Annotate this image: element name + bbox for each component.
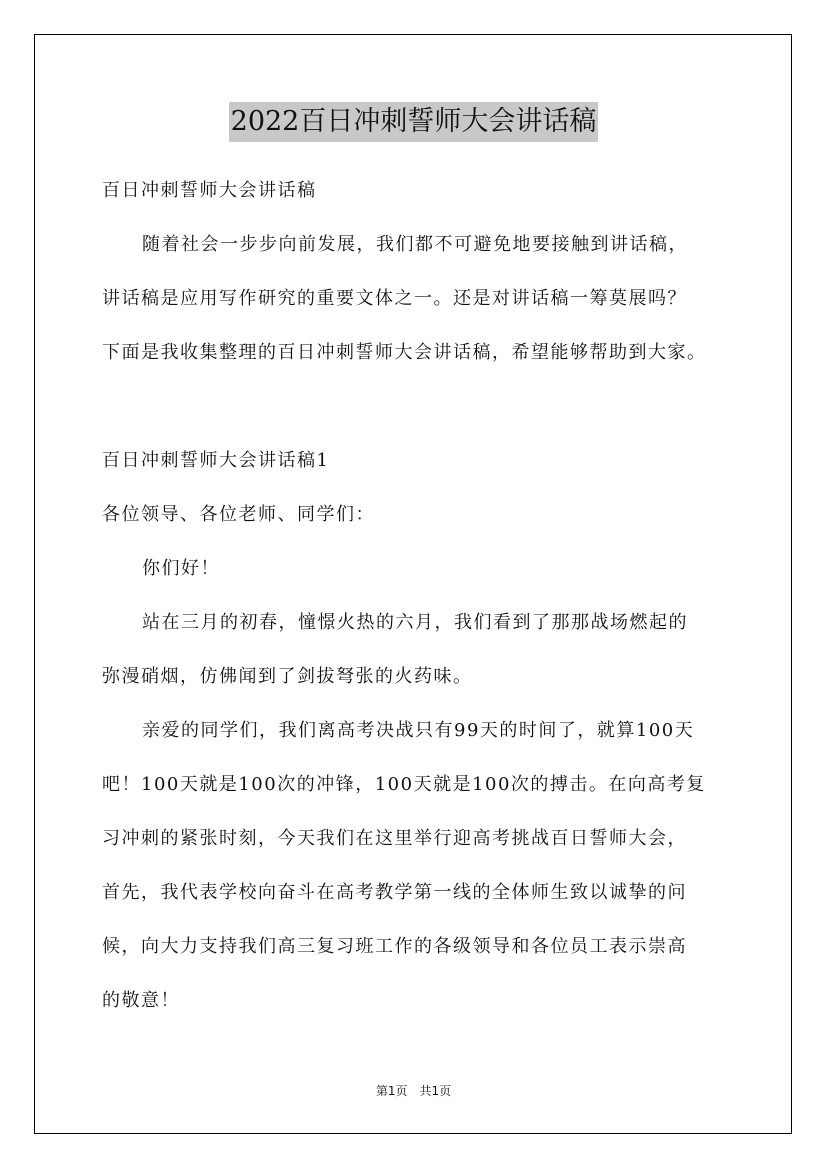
title-container [0, 102, 827, 142]
intro-line-3: 下面是我收集整理的百日冲刺誓师大会讲话稿，希望能够帮助到大家。 [102, 342, 707, 363]
para2-line-6: 的敬意！ [102, 990, 180, 1011]
section-heading: 百日冲刺誓师大会讲话稿1 [102, 450, 330, 471]
page-number-footer: 第1页 共1页 [375, 1084, 452, 1098]
intro-line-2: 讲话稿是应用写作研究的重要文体之一。还是对讲话稿一筹莫展吗？ [102, 288, 687, 309]
para2-line-1: 亲爱的同学们，我们离高考决战只有99天的时间了，就算100天 [142, 720, 695, 741]
document-subtitle: 百日冲刺誓师大会讲话稿 [102, 180, 317, 201]
para2-line-3: 习冲刺的紧张时刻，今天我们在这里举行迎高考挑战百日誓师大会， [102, 828, 687, 849]
para2-line-5: 候，向大力支持我们高三复习班工作的各级领导和各位员工表示崇高 [102, 936, 687, 957]
document-title: 2022百日冲刺誓师大会讲话稿 [229, 102, 599, 142]
salutation: 各位领导、各位老师、同学们： [102, 504, 375, 525]
para1-line-2: 弥漫硝烟，仿佛闻到了剑拔弩张的火药味。 [102, 666, 473, 687]
intro-line-1: 随着社会一步步向前发展，我们都不可避免地要接触到讲话稿， [142, 234, 688, 255]
para2-line-2: 吧！100天就是100次的冲锋，100天就是100次的搏击。在向高考复 [102, 774, 706, 795]
para2-line-4: 首先，我代表学校向奋斗在高考教学第一线的全体师生致以诚挚的问 [102, 882, 687, 903]
para1-line-1: 站在三月的初春，憧憬火热的六月，我们看到了那那战场燃起的 [142, 612, 688, 633]
greeting: 你们好！ [142, 558, 220, 579]
